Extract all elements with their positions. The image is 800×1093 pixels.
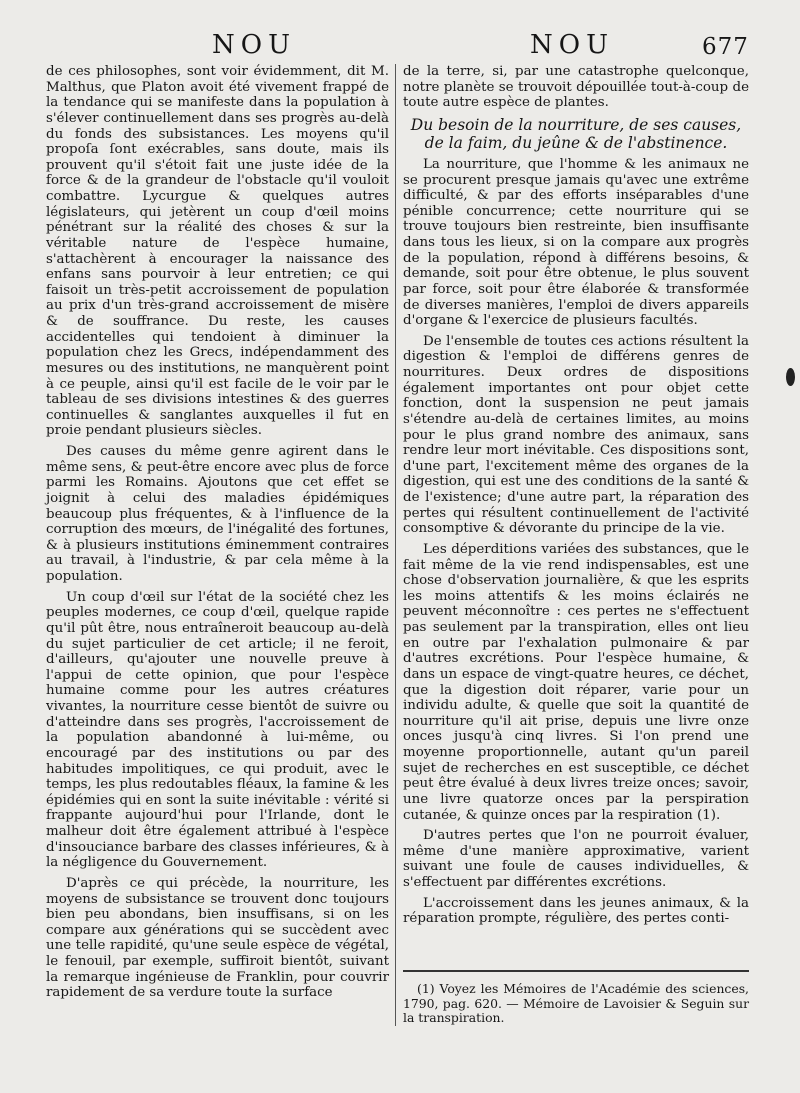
right-column: [403, 64, 749, 932]
paragraph: De l'ensemble de toutes ces actions résultent la digestion & l'emploi de différens genres de nourritures. Deux ordres de dispositions également importantes ont pour objet cette fonction, dont la suspension ne peut jamais s'étendre au-delà de certaines limites, au moins pour le plus grand nombre des animaux, sans rendre leur mort inévitable. Ces dispositions sont, d'une part, l'excitement même des organes de la digestion, qui est une des conditions de la santé & de l'existence; d'une autre part, la réparation des pertes qui résultent continuellement de l'activité consomptive & dévorante du principe de la vie.: [403, 333, 749, 537]
paragraph: Les déperditions variées des substances, que le fait même de la vie rend indispensables, est une chose d'observation journalière, & que les esprits les moins attentifs & les moins éclairés ne peuvent méconnoître : ces pertes ne s'effectuent pas seulement par la transpiration, elles ont lieu en outre par l'exhalation pulmonaire & par d'autres excrétions. Pour l'espèce humaine, & dans un espace de vingt-quatre heures, ce déchet, que la digestion doit réparer, varie pour un individu adulte, & quelle que soit la quantité de nourriture qu'il ait prise, depuis une livre onze onces jusqu'à cinq livres. Si l'on prend une moyenne proportionnelle, autant qu'un pareil sujet de recherches en est susceptible, ce déchet peut être évalué à deux livres treize onces; savoir, une livre quatorze onces par la perspiration cutanée, & quinze onces par la respiration (1).: [403, 541, 749, 823]
section-title: Du besoin de la nourriture, de ses causes, de la faim, du jeûne & de l'abstinence.: [410, 115, 742, 152]
paragraph: D'après ce qui précède, la nourriture, les moyens de subsistance se trouvent donc toujours bien peu abondans, bien insuffisans, si on les compare aux générations qui se succèdent avec une telle rapidité, qu'une seule espèce de végétal, le fenouil, par exemple, suffiroit bientôt, suivant la remarque ingénieuse de Franklin, pour couvrir rapidement de sa verdure toute la surface: [46, 875, 389, 1001]
paragraph: de ces philosophes, sont voir évidemment, dit M. Malthus, que Platon avoit été vivement frappé de la tendance qui se manifeste dans la population à s'élever continuellement dans ses progrès au-delà du fonds des subsistances. Les moyens qu'il propoſa ſont exécrables, sans doute, mais ils prouvent qu'il s'étoit fait une juste idée de la force & de la grandeur de l'obstacle qu'il vouloit combattre. Lycurgue & quelques autres législateurs, qui jetèrent un coup d'œil moins pénétrant sur la réalité des choses & sur la véritable nature de l'espèce humaine, s'attachèrent à encourager la naissance des enfans sans pourvoir à leur entretien; ce qui faisoit un très-petit accroissement de population au prix d'un très-grand accroissement de misère & de souffrance. Du reste, les causes accidentelles qui tendoient à diminuer la population chez les Grecs, indépendamment des mesures ou des institutions, ne manquèrent point à ce peuple, ainsi qu'il est facile de le voir par le tableau de ses divisions intestines & des guerres continuelles & sanglantes auxquelles il fut en proie pendant plusieurs siècles.: [46, 64, 389, 439]
paragraph: La nourriture, que l'homme & les animaux ne se procurent presque jamais qu'avec une extrême difficulté, & par des efforts inséparables d'une pénible concurrence; cette nourriture qui se trouve toujours bien restreinte, bien insuffisante dans tous les lieux, si on la compare aux progrès de la population, répond à différens besoins, & demande, soit pour être obtenue, le plus souvent par force, soit pour être élaborée & transformée de diverses manières, l'emploi de divers appareils d'organe & l'exercice de plusieurs facultés.: [403, 156, 749, 329]
footnote-text: (1) Voyez les Mémoires de l'Académie des sciences, 1790, pag. 620. — Mémoire de Lavoisier & Seguin sur la transpiration.: [403, 981, 749, 1025]
paragraph: D'autres pertes que l'on ne pourroit évaluer, même d'une manière approximative, varient suivant une foule de causes individuelles, & s'effectuent par différentes excrétions.: [403, 828, 749, 890]
column-divider: [395, 64, 396, 1026]
paragraph: Des causes du même genre agirent dans le même sens, & peut-être encore avec plus de force parmi les Romains. Ajoutons que cet effet se joignit à celui des maladies épidémiques beaucoup plus fréquentes, & à l'influence de la corruption des mœurs, de l'inégalité des fortunes, & à plusieurs institutions éminemment contraires au travail, à l'industrie, & par cela même à la population.: [46, 444, 389, 584]
paragraph: de la terre, si, par une catastrophe quelconque, notre planète se trouvoit dépouillée tout-à-coup de toute autre espèce de plantes.: [403, 64, 749, 111]
footnote: [403, 982, 749, 1026]
footnote-rule: [403, 970, 749, 972]
running-head-left: NOU: [212, 30, 296, 60]
running-head-right: NOU: [530, 30, 614, 60]
left-column: [46, 64, 389, 1006]
ink-blot: [786, 368, 795, 386]
paragraph: L'accroissement dans les jeunes animaux, & la réparation prompte, régulière, des pertes conti-: [403, 895, 749, 927]
running-head: [0, 30, 800, 64]
page-number: 677: [702, 34, 749, 60]
paragraph: Un coup d'œil sur l'état de la société chez les peuples modernes, ce coup d'œil, quelque rapide qu'il pût être, nous entraîneroit beaucoup au-delà du sujet particulier de cet article; il ne feroit, d'ailleurs, qu'ajouter une nouvelle preuve à l'appui de cette opinion, que pour l'espèce humaine comme pour les autres créatures vivantes, la nourriture cesse bientôt de suivre ou d'atteindre dans ses progrès, l'accroissement de la population abandonné à lui-même, ou encouragé par des institutions ou par des habitudes impolitiques, ce qui produit, avec le temps, les plus redoutables fléaux, la famine & les épidémies qui en sont la suite inévitable : vérité si frappante aujourd'hui pour l'Irlande, dont le malheur doit être également attribué à l'espèce d'insouciance barbare des classes inférieures, & à la négligence du Gouvernement.: [46, 589, 389, 871]
